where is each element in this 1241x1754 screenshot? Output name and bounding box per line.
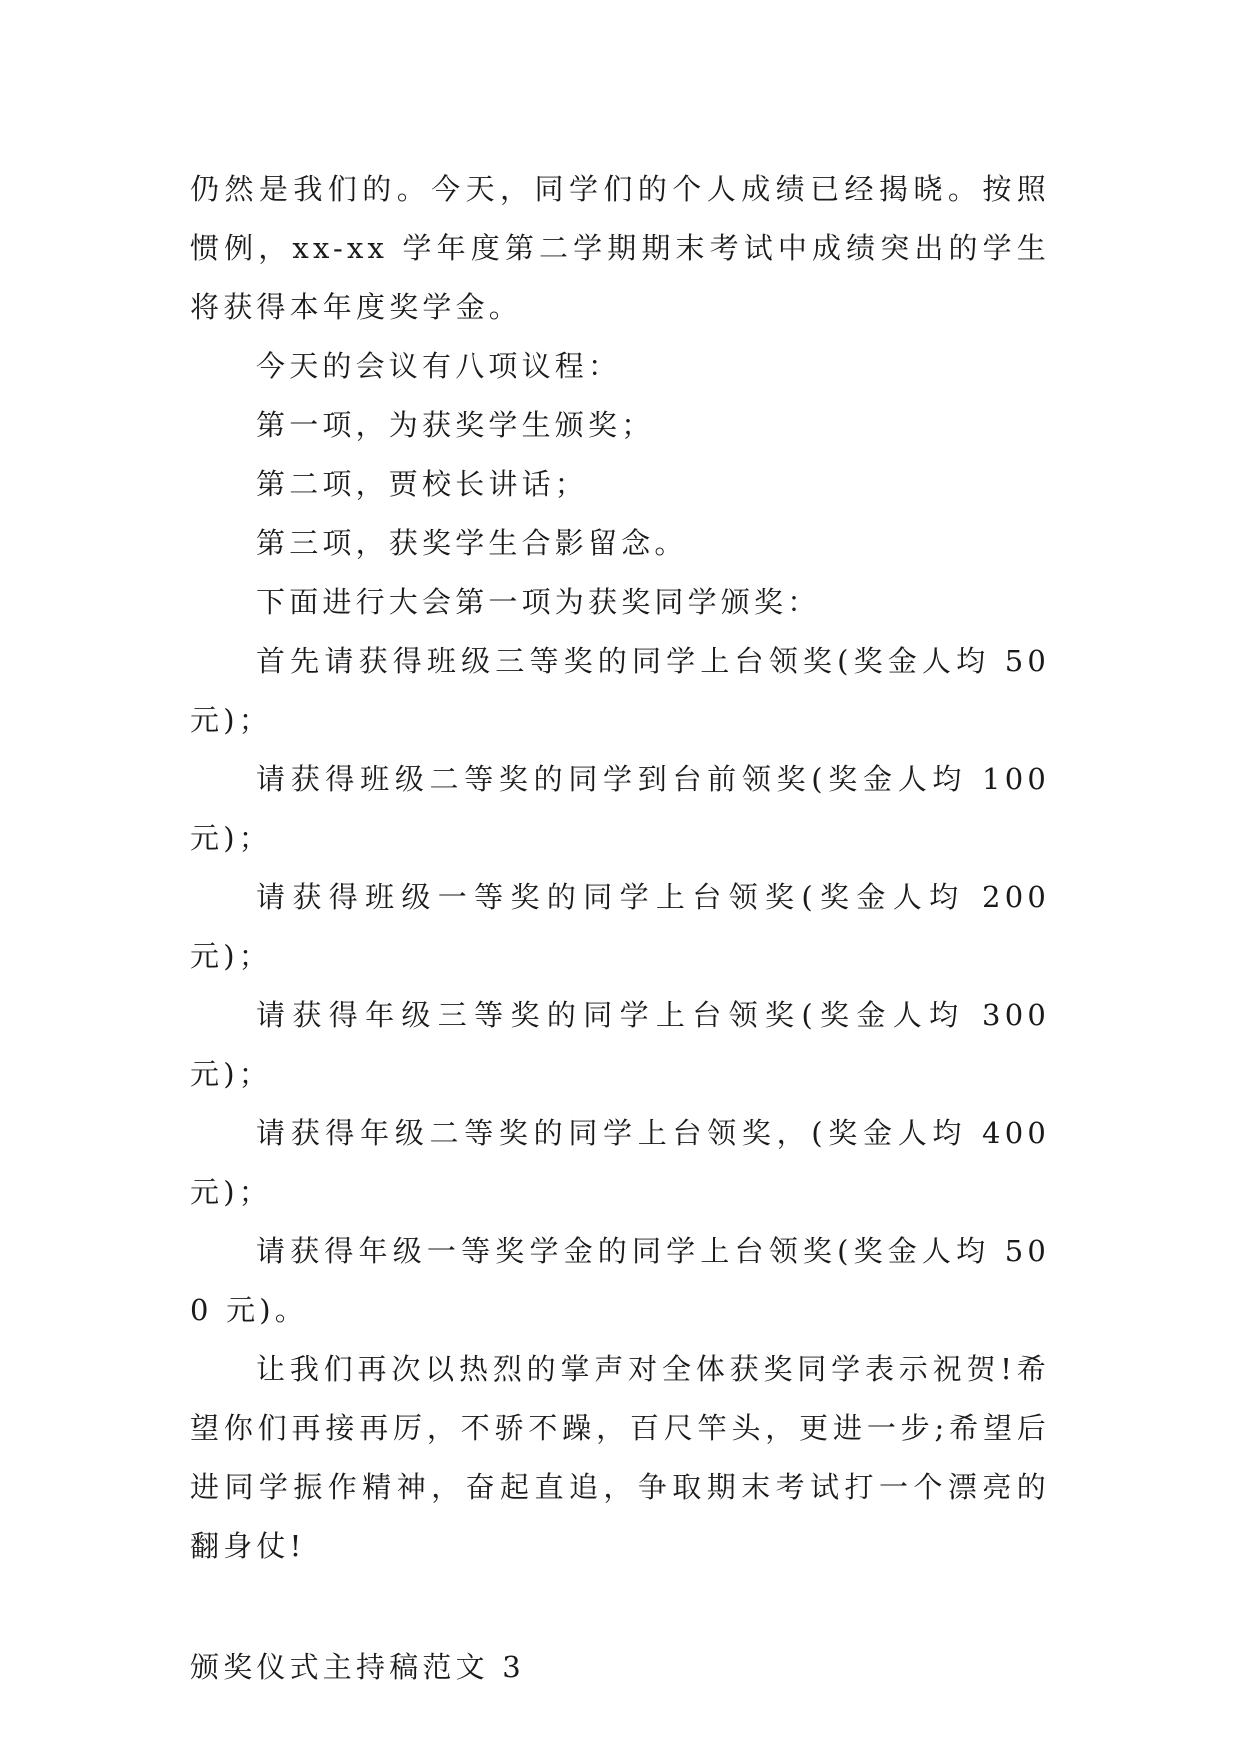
paragraph-award-class-third: 首先请获得班级三等奖的同学上台领奖(奖金人均 50 元)； bbox=[190, 644, 1050, 737]
section-spacer bbox=[190, 1576, 1050, 1638]
paragraph-award-class-first: 请获得班级一等奖的同学上台领奖(奖金人均 200 元)； bbox=[190, 880, 1050, 973]
paragraph-agenda-item-2: 第二项，贾校长讲话； bbox=[256, 467, 589, 501]
paragraph-agenda-item-1: 第一项，为获奖学生颁奖； bbox=[256, 408, 655, 442]
paragraph-award-intro: 下面进行大会第一项为获奖同学颁奖： bbox=[256, 585, 821, 619]
paragraph-award-grade-first: 请获得年级一等奖学金的同学上台领奖(奖金人均 500 元)。 bbox=[190, 1234, 1050, 1327]
paragraph-closing: 让我们再次以热烈的掌声对全体获奖同学表示祝贺!希望你们再接再厉，不骄不躁，百尺竿头，更进一步;希望后进同学振作精神，奋起直追，争取期末考试打一个漂亮的翻身仗! bbox=[190, 1352, 1050, 1563]
paragraph-award-grade-second: 请获得年级二等奖的同学上台领奖，(奖金人均 400 元)； bbox=[190, 1116, 1050, 1209]
section-title: 颁奖仪式主持稿范文 3 bbox=[190, 1650, 525, 1684]
paragraph-agenda-intro: 今天的会议有八项议程： bbox=[256, 349, 622, 383]
paragraph-agenda-item-3: 第三项，获奖学生合影留念。 bbox=[256, 526, 688, 560]
paragraph-award-grade-third: 请获得年级三等奖的同学上台领奖(奖金人均 300 元)； bbox=[190, 998, 1050, 1091]
document-body bbox=[190, 160, 1050, 1697]
paragraph-award-class-second: 请获得班级二等奖的同学到台前领奖(奖金人均 100 元)； bbox=[190, 762, 1050, 855]
paragraph-1: 仍然是我们的。今天，同学们的个人成绩已经揭晓。按照惯例，xx-xx 学年度第二学期期末考试中成绩突出的学生将获得本年度奖学金。 bbox=[190, 172, 1050, 324]
